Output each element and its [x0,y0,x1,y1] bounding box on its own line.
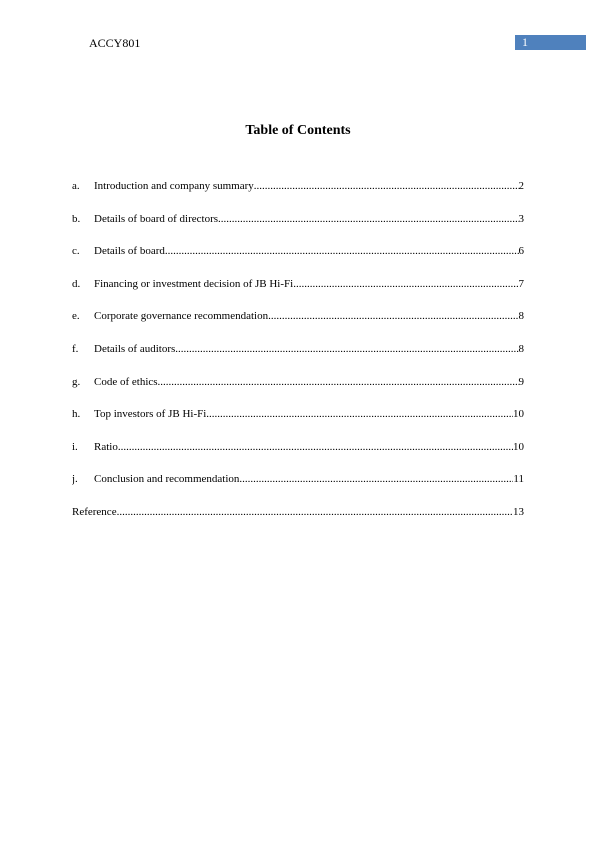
toc-entry-g[interactable] [72,375,524,408]
toc-entry-page: 6 [518,245,524,258]
toc-entry-d[interactable] [72,277,524,310]
toc-entry-title: Top investors of JB Hi-Fi [94,408,207,421]
page-number: 1 [522,35,528,49]
toc-dot-leader [158,375,519,389]
toc-entry-page: 10 [513,440,524,453]
toc-entry-page: 8 [518,342,524,355]
toc-entry-page: 7 [518,277,524,290]
toc-entry-i[interactable] [72,440,524,473]
toc-entry-letter: i. [72,440,78,453]
toc-entry-title: Corporate governance recommendation [94,310,269,323]
toc-entry-reference[interactable] [72,505,524,538]
toc-entry-title: Reference [72,505,117,518]
toc-entry-page: 13 [513,505,524,518]
toc-dot-leader [293,277,518,291]
toc-entry-title: Details of auditors [94,342,176,355]
toc-entry-letter: j. [72,473,78,486]
toc-entry-a[interactable] [72,179,524,212]
toc-dot-leader [239,472,513,486]
toc-dot-leader [206,407,513,421]
toc-list [72,179,524,538]
toc-dot-leader [117,505,513,519]
toc-title: Table of Contents [245,123,351,138]
toc-entry-page: 3 [518,212,524,225]
page-number-badge [515,35,586,50]
toc-entry-letter: e. [72,310,80,323]
toc-entry-title: Code of ethics [94,375,158,388]
toc-dot-leader [218,212,518,226]
toc-entry-h[interactable] [72,407,524,440]
toc-entry-b[interactable] [72,212,524,245]
toc-entry-e[interactable] [72,309,524,342]
toc-entry-title: Details of board [94,245,165,258]
toc-dot-leader [254,179,519,193]
toc-entry-c[interactable] [72,244,524,277]
toc-entry-j[interactable] [72,472,524,505]
toc-entry-title: Financing or investment decision of JB Hi-Fi [94,277,294,290]
toc-entry-page: 10 [513,408,524,421]
toc-dot-leader [268,309,518,323]
toc-entry-title: Details of board of directors [94,212,219,225]
toc-entry-page: 11 [513,473,524,486]
toc-dot-leader [175,342,518,356]
course-code: ACCY801 [89,36,141,50]
toc-entry-letter: c. [72,245,80,258]
toc-entry-letter: h. [72,408,81,421]
toc-entry-letter: b. [72,212,81,225]
toc-entry-title: Introduction and company summary [94,180,254,192]
toc-entry-letter: g. [72,375,81,388]
toc-entry-page: 2 [518,180,524,192]
toc-entry-page: 8 [518,310,524,323]
toc-dot-leader [118,440,513,454]
toc-entry-page: 9 [518,375,524,388]
toc-dot-leader [165,244,519,258]
toc-entry-letter: d. [72,277,81,290]
toc-entry-title: Ratio [94,440,118,453]
toc-entry-letter: f. [72,342,79,355]
toc-entry-letter: a. [72,180,80,192]
toc-entry-title: Conclusion and recommendation [94,473,240,486]
toc-entry-f[interactable] [72,342,524,375]
